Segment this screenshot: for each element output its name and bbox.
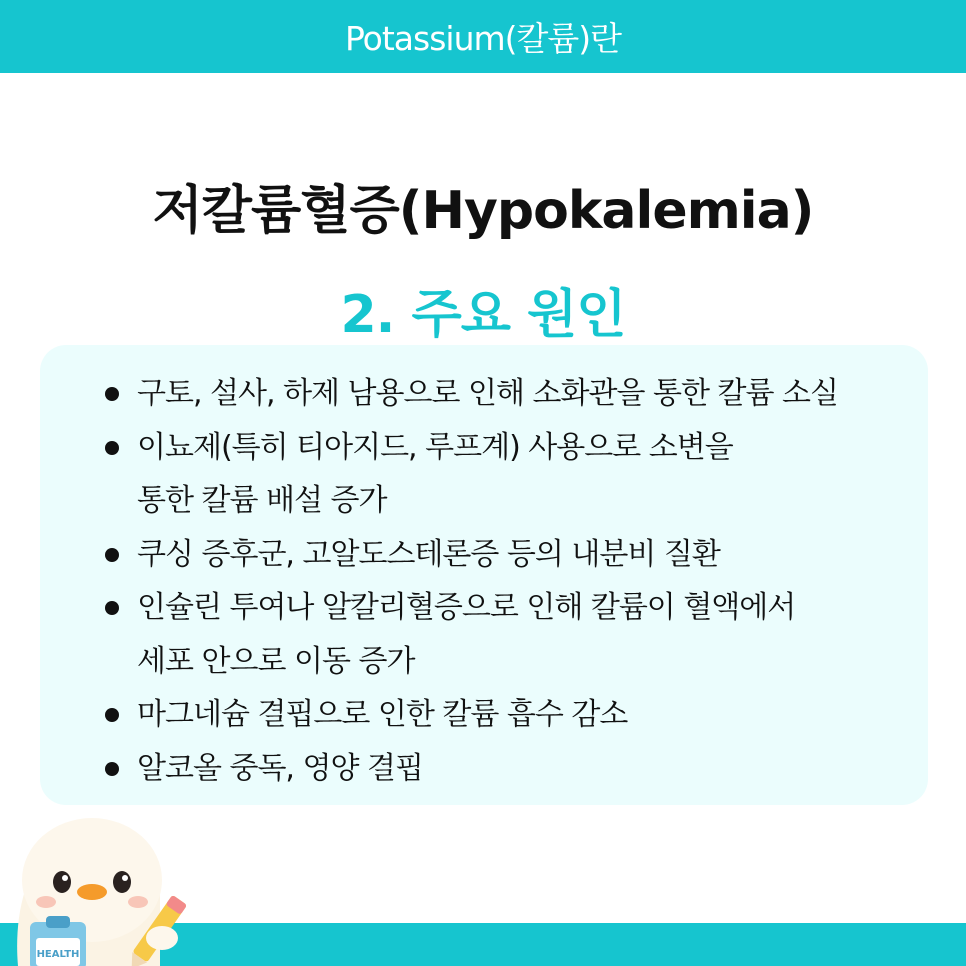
causes-box <box>40 345 928 805</box>
list-item <box>100 528 900 582</box>
list-item-text: 쿠싱 증후군, 고알도스테론증 등의 내분비 질환 <box>137 536 720 572</box>
duck-mascot-icon <box>0 810 200 966</box>
list-item-text: 세포 안으로 이동 증가 <box>137 643 415 679</box>
header-bar <box>0 0 966 73</box>
list-item-text: 이뇨제(특히 티아지드, 루프계) 사용으로 소변을 <box>137 429 733 465</box>
causes-list <box>100 367 900 795</box>
bullet-icon <box>105 708 119 722</box>
list-item-text: 인슐린 투여나 알칼리혈증으로 인해 칼륨이 혈액에서 <box>137 590 796 625</box>
list-item <box>100 742 900 796</box>
bullet-icon <box>105 762 119 776</box>
bullet-icon <box>105 441 119 455</box>
list-item <box>100 367 900 421</box>
list-item-text: 통한 칼륨 배설 증가 <box>137 483 387 518</box>
badge-text: HEALTH <box>36 949 80 960</box>
header-title: Potassium(칼륨)란 <box>344 19 622 58</box>
bullet-icon <box>105 387 119 401</box>
list-item-text: 알코올 중독, 영양 결핍 <box>137 750 423 786</box>
list-item <box>100 421 900 528</box>
page-subtitle: 2. 주요 원인 <box>340 285 626 345</box>
list-item-text: 마그네슘 결핍으로 인한 칼륨 흡수 감소 <box>137 697 628 732</box>
bullet-icon <box>105 601 119 615</box>
page-title: 저칼륨혈증(Hypokalemia) <box>152 181 814 241</box>
list-item <box>100 688 900 742</box>
list-item <box>100 581 900 688</box>
list-item-text: 구토, 설사, 하제 남용으로 인해 소화관을 통한 칼륨 소실 <box>137 376 838 411</box>
bullet-icon <box>105 548 119 562</box>
